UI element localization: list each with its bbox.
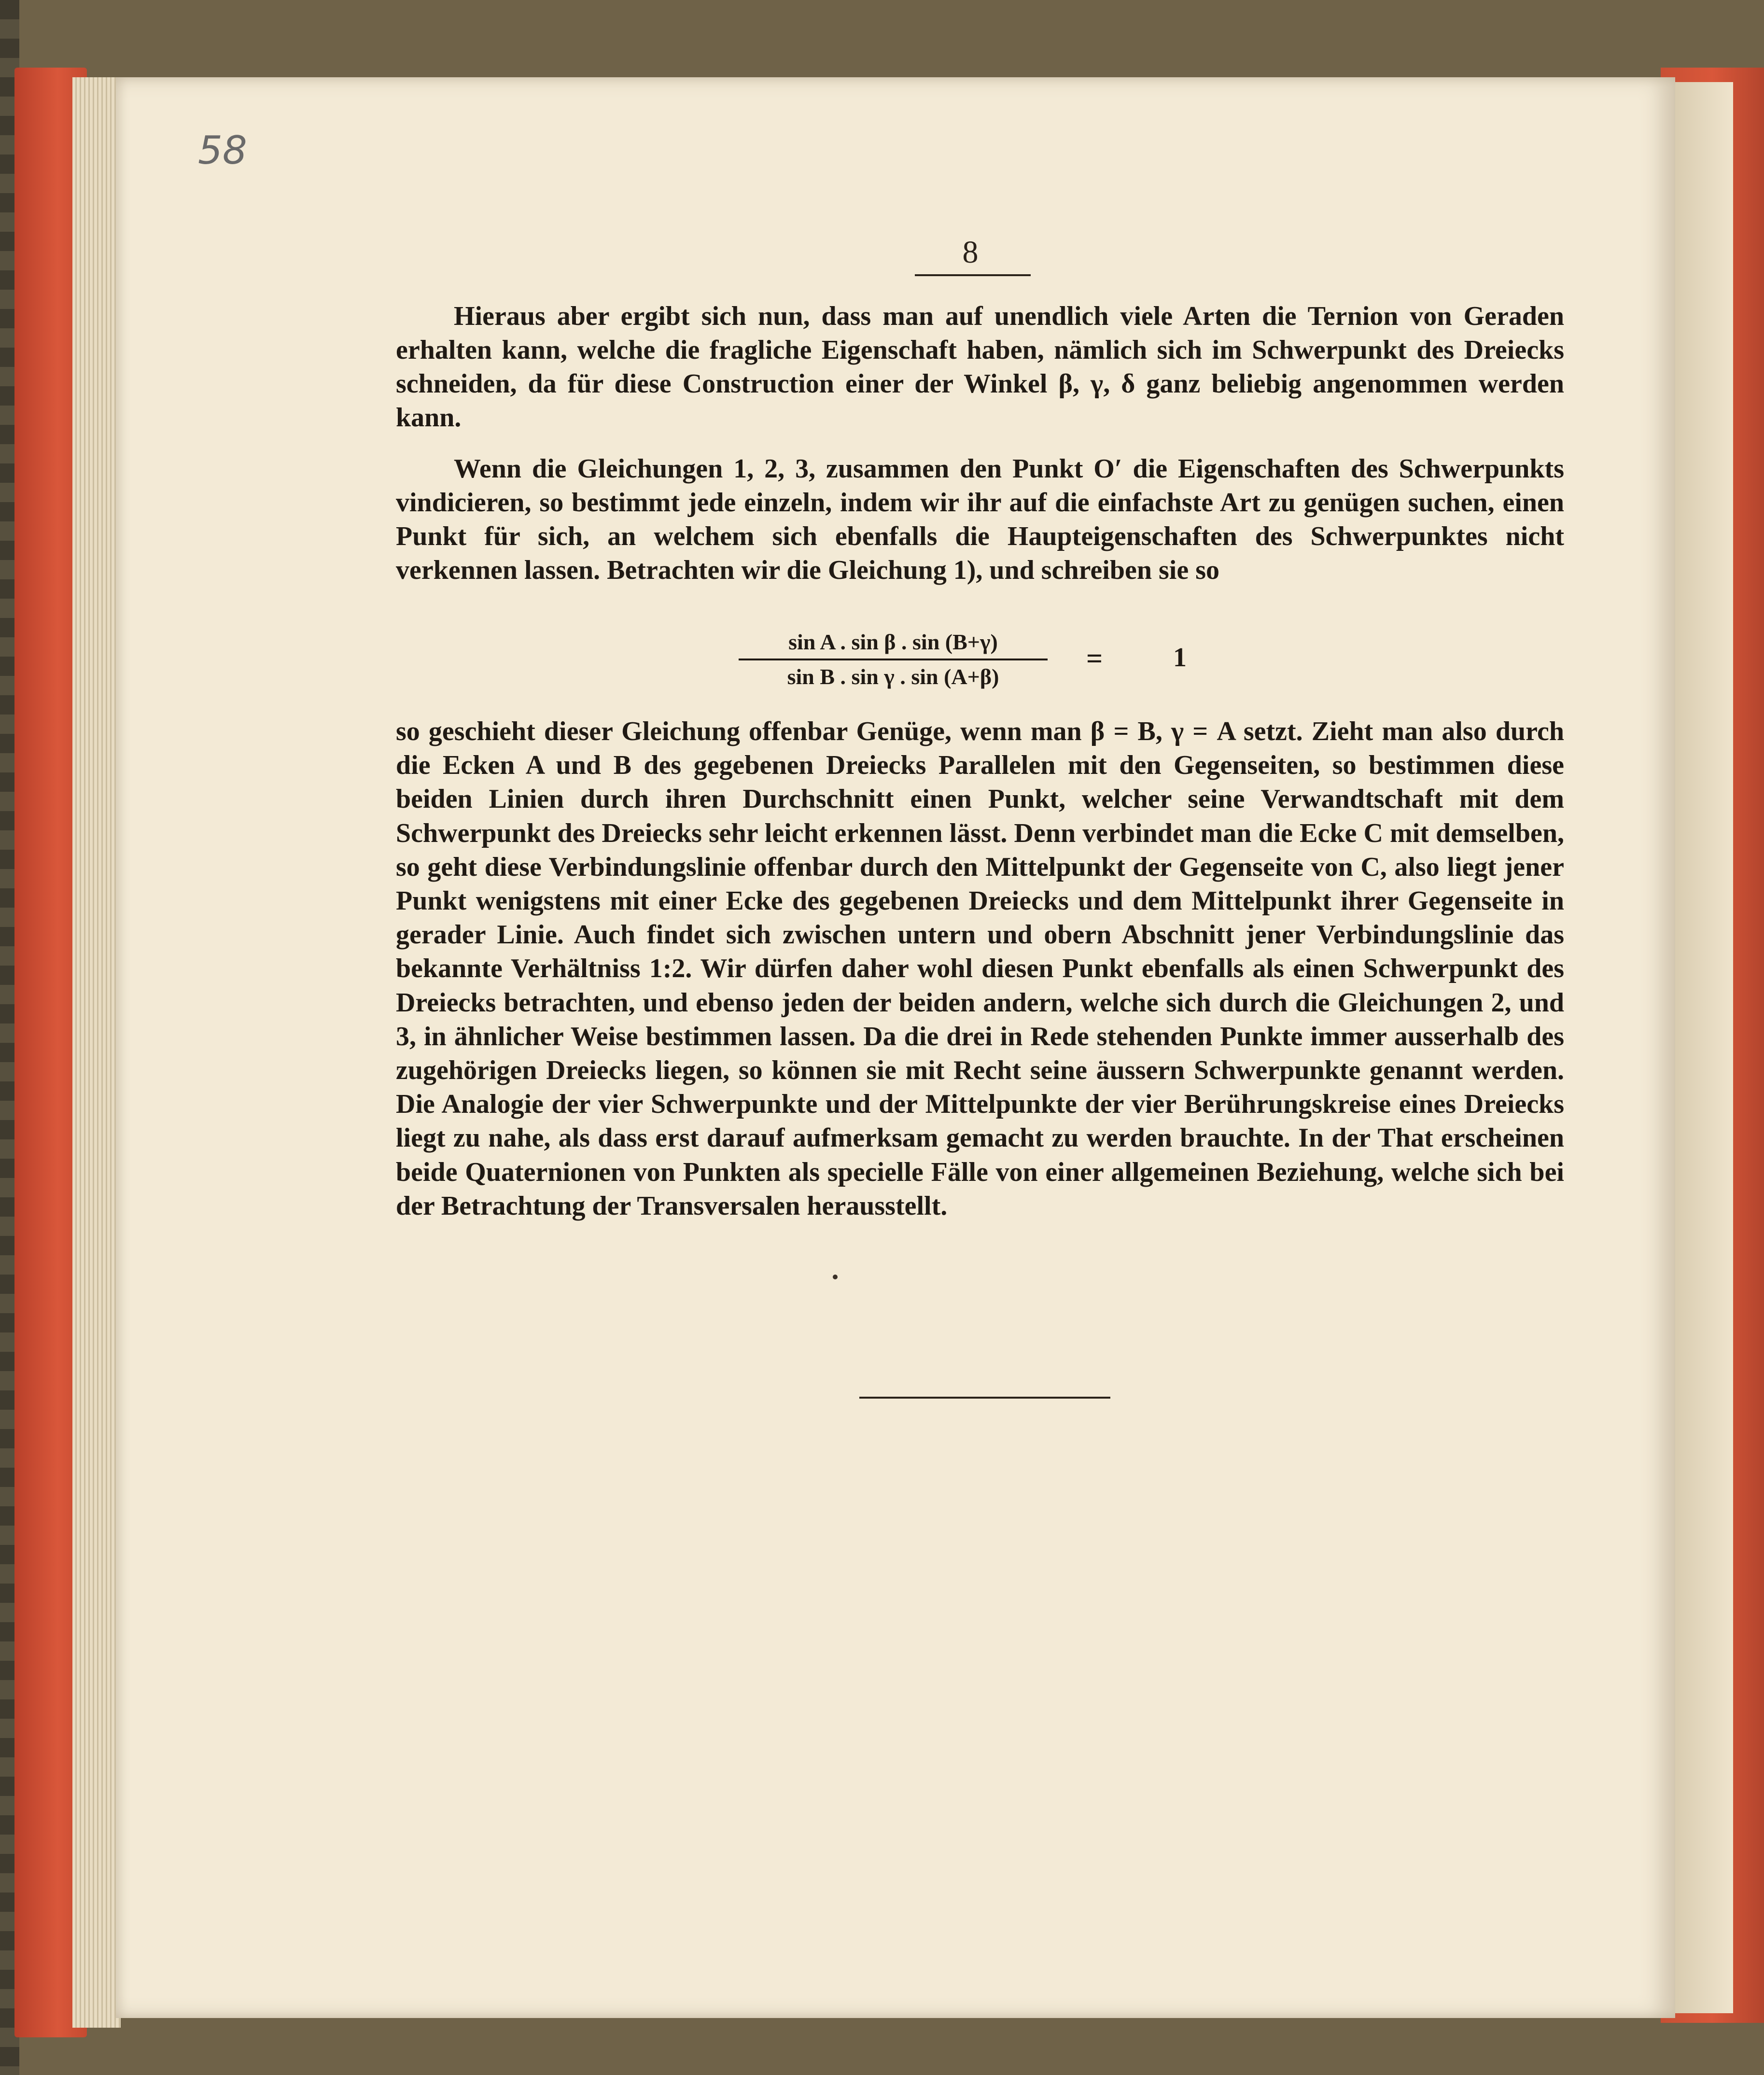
paragraph-3: so geschieht dieser Gleichung offenbar Genüge, wenn man β = B, γ = A setzt. Zieht man also durch die Ecken A und B des gegebenen Dreiecks Parallelen mit den Gegenseiten, so bestimmen diese beiden Linien durch ihren Durchschnitt einen Punkt, welcher seine Verwandtschaft mit dem Schwerpunkt des Dreiecks sehr leicht erkennen lässt. Denn verbindet man die Ecke C mit demselben, so geht diese Verbindungslinie offenbar durch den Mittelpunkt der Gegenseite von C, also liegt jener Punkt wenigstens mit einer Ecke des gegebenen Dreiecks und dem Mittelpunkt ihrer Gegenseite in gerader Linie. Auch findet sich zwischen untern und obern Abschnitt jener Verbindungslinie das bekannte Verhältniss 1:2. Wir dürfen daher wohl diesen Punkt ebenfalls als einen Schwerpunkt des Dreiecks betrachten, und ebenso jeden der beiden andern, welche sich durch die Gleichungen 2, und 3, in ähnlicher Weise bestimmen lassen. Da die drei in Rede stehenden Punkte immer ausserhalb des zugehörigen Dreiecks liegen, so können sie mit Recht seine äussern Schwerpunkte genannt werden. Die Analogie der vier Schwerpunkte und der Mittelpunkte der vier Berührungskreise eines Dreiecks liegt zu nahe, als dass erst darauf aufmerksam gemacht zu werden brauchte. In der That erscheinen beide Quaternionen von Punkten als specielle Fälle von einer allgemeinen Beziehung, welche sich bei der Betrachtung der Transversalen herausstellt. — [396, 716, 1564, 1221]
body-text-bottom — [396, 715, 1564, 1223]
paragraph-2: Wenn die Gleichungen 1, 2, 3, zusammen den Punkt O′ die Eigenschaften des Schwerpunkts vindicieren, so bestimmt jede einzeln, indem wir ihr auf die einfachste Art zu genügen suchen, einen Punkt für sich, an welchem sich ebenfalls die Haupteigenschaften des Schwerpunktes nicht verkennen lassen. Betrachten wir die Gleichung 1), und schreiben sie so — [396, 454, 1564, 585]
paragraph-1: Hieraus aber ergibt sich nun, dass man auf unendlich viele Arten die Ternion von Geraden erhalten kann, welche die fragliche Eigenschaft haben, nämlich sich im Schwerpunkt des Dreiecks schneiden, da für diese Construction einer der Winkel β, γ, δ ganz beliebig angenommen werden kann. — [396, 301, 1564, 433]
fraction-bar — [739, 659, 1048, 660]
footer-rule — [859, 1397, 1110, 1399]
page-edges — [72, 77, 121, 2028]
equation-rhs: 1 — [1173, 643, 1187, 673]
body-text-top — [396, 299, 1564, 587]
equation-fraction — [739, 628, 1048, 691]
equals-sign: = — [1086, 643, 1103, 674]
ink-dot — [833, 1275, 838, 1279]
header-rule — [915, 274, 1031, 276]
facing-page-edge — [1675, 82, 1733, 2013]
equation-numerator: sin A . sin β . sin (B+γ) — [788, 630, 998, 654]
pencil-annotation: 58 — [198, 128, 247, 173]
equation — [739, 628, 1270, 695]
equation-denominator: sin B . sin γ . sin (A+β) — [787, 664, 999, 689]
page-number: 8 — [962, 235, 979, 270]
